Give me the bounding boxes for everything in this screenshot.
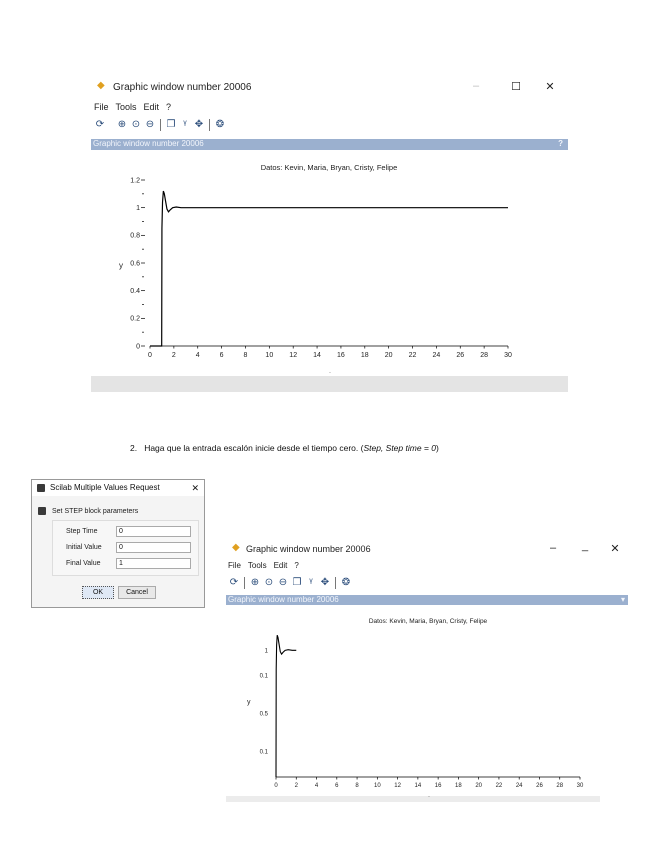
minimize-button[interactable]: –: [549, 542, 557, 554]
x-tick-label: 10: [373, 783, 381, 789]
x-tick-label: 18: [455, 783, 462, 789]
y-tick-label: 0.4: [130, 288, 140, 295]
y-axis-label: y: [119, 261, 123, 270]
maximize-button[interactable]: ☐: [511, 81, 521, 93]
dialog-close-button[interactable]: ✕: [191, 483, 199, 493]
x-tick-label: 22: [495, 783, 503, 789]
instruction-text: Haga que la entrada escalón inicie desde el tiempo cero. (: [144, 443, 364, 453]
y-tick-label: 1: [264, 648, 268, 655]
menu-tools[interactable]: Tools: [115, 102, 137, 112]
y-tick-label: 0.8: [130, 232, 140, 240]
x-tick-label: 4: [314, 783, 319, 789]
y-tick-label: 0.1: [259, 673, 268, 680]
x-tick-label: 4: [195, 352, 200, 359]
y-tick-label: 1.2: [130, 177, 140, 185]
zoom-out-icon[interactable]: ⊖: [145, 119, 155, 130]
x-tick-label: 30: [576, 783, 584, 789]
graphic-window-2: [226, 540, 628, 802]
initial-value-input[interactable]: 0: [116, 542, 191, 553]
x-axis-dot: ·: [428, 794, 430, 800]
rotate-icon[interactable]: ⟳: [229, 577, 239, 588]
x-tick-label: 16: [434, 783, 442, 789]
x-tick-label: 28: [556, 783, 564, 789]
scilab-app-icon: [37, 484, 45, 492]
step-time-label: Step Time: [66, 528, 98, 535]
window-title: Graphic window number 20006: [113, 82, 252, 93]
panel-title: Graphic window number 20006: [228, 595, 339, 604]
pan-icon[interactable]: ✥: [194, 119, 204, 130]
maximize-button[interactable]: _: [581, 540, 589, 552]
toolbar-separator: [160, 119, 161, 131]
x-tick-label: 10: [265, 352, 274, 359]
window-icon[interactable]: ❐: [292, 577, 302, 588]
zoom-reset-icon[interactable]: ⊙: [131, 119, 141, 130]
close-button[interactable]: ✕: [545, 81, 555, 93]
menu-file[interactable]: File: [94, 102, 109, 112]
toolbar-separator: [209, 119, 210, 131]
x-tick-label: 20: [475, 783, 483, 789]
plot-title: Datos: Kevin, Maria, Bryan, Cristy, Felipe: [368, 618, 488, 625]
step-time-input[interactable]: 0: [116, 526, 191, 537]
menu-help[interactable]: ?: [294, 561, 299, 570]
y-tick-label: 1: [136, 205, 140, 212]
y-tick-label: 0.1: [259, 749, 268, 756]
zoom-reset-icon[interactable]: ⊙: [264, 577, 274, 588]
rotate-icon[interactable]: ⟳: [95, 119, 105, 130]
x-tick-label: 22: [408, 352, 417, 359]
plot-title: Datos: Kevin, Maria, Bryan, Cristy, Felipe: [260, 163, 398, 172]
scilab-block-icon: [38, 507, 46, 515]
x-tick-label: 0: [274, 783, 278, 789]
window-title: Graphic window number 20006: [246, 544, 371, 554]
x-tick-label: 14: [313, 352, 321, 359]
multiple-values-dialog: [31, 479, 205, 608]
x-tick-label: 12: [394, 783, 401, 789]
x-tick-label: 0: [148, 352, 152, 359]
status-bar: [91, 376, 568, 392]
dialog-title: Scilab Multiple Values Request: [50, 483, 160, 492]
toolbar: [94, 119, 226, 131]
x-tick-label: 26: [456, 352, 465, 359]
x-tick-label: 12: [289, 352, 298, 359]
menu-help[interactable]: ?: [166, 102, 172, 112]
x-tick-label: 20: [384, 352, 393, 359]
y-tick-label: 0.6: [130, 260, 140, 268]
zoom-in-icon[interactable]: ⊕: [250, 577, 260, 588]
y-tick-label: 0.2: [130, 315, 140, 323]
y-tick-label: 0.5: [259, 711, 268, 718]
menu-edit[interactable]: Edit: [273, 561, 288, 570]
help-icon[interactable]: ❂: [341, 577, 351, 588]
final-value-input[interactable]: 1: [116, 558, 191, 569]
panel-title-bar: [226, 595, 628, 605]
instruction-number: 2.: [130, 443, 138, 453]
instruction-line: [130, 443, 439, 453]
x-tick-label: 14: [414, 783, 422, 789]
x-tick-label: 18: [360, 352, 369, 359]
x-axis-dot: ·: [329, 370, 331, 376]
toolbar: [228, 577, 352, 589]
menu-file[interactable]: File: [228, 561, 241, 570]
toolbar-separator: [335, 577, 336, 589]
ok-button[interactable]: OK: [82, 586, 114, 599]
help-icon[interactable]: ❂: [215, 119, 225, 130]
scilab-leaf-icon: ◆: [232, 542, 240, 553]
datatip-icon[interactable]: ᵞ: [309, 577, 313, 588]
toolbar-separator: [244, 577, 245, 589]
panel-title-bar: [91, 139, 568, 150]
menu-bar: [94, 102, 178, 112]
graphic-window-1: [91, 78, 568, 392]
x-tick-label: 8: [355, 783, 359, 789]
instruction-italic: Step, Step time = 0: [363, 443, 436, 453]
x-tick-label: 6: [219, 352, 224, 359]
x-tick-label: 8: [243, 352, 248, 359]
x-tick-label: 2: [171, 352, 176, 359]
initial-value-label: Initial Value: [66, 544, 102, 551]
x-tick-label: 6: [335, 783, 339, 789]
minimize-button[interactable]: –: [472, 80, 480, 92]
panel-collapse-icon[interactable]: ▾: [620, 595, 625, 604]
x-tick-label: 16: [337, 352, 345, 359]
instruction-close: ): [435, 443, 439, 453]
window-icon[interactable]: ❐: [166, 119, 176, 130]
scilab-leaf-icon: ◆: [97, 80, 105, 91]
menu-bar: [228, 561, 306, 570]
zoom-in-icon[interactable]: ⊕: [117, 119, 127, 130]
panel-help-icon[interactable]: ?: [558, 139, 563, 148]
status-bar: [226, 796, 600, 802]
datatip-icon[interactable]: ᵞ: [183, 119, 187, 130]
x-tick-label: 26: [536, 783, 543, 789]
menu-edit[interactable]: Edit: [143, 102, 160, 112]
x-tick-label: 30: [504, 352, 512, 359]
dialog-heading: Set STEP block parameters: [52, 508, 139, 515]
x-tick-label: 24: [515, 783, 523, 789]
x-tick-label: 24: [432, 352, 441, 359]
x-tick-label: 28: [480, 352, 489, 359]
cancel-button[interactable]: Cancel: [118, 586, 156, 599]
close-button[interactable]: ✕: [610, 543, 620, 555]
pan-icon[interactable]: ✥: [320, 577, 330, 588]
y-axis-label: y: [247, 699, 251, 706]
x-tick-label: 2: [294, 783, 298, 789]
y-tick-label: 0: [136, 343, 140, 351]
menu-tools[interactable]: Tools: [247, 561, 267, 570]
zoom-out-icon[interactable]: ⊖: [278, 577, 288, 588]
panel-title: Graphic window number 20006: [93, 139, 204, 148]
dialog-title-bar: [32, 480, 204, 496]
final-value-label: Final Value: [66, 560, 101, 567]
